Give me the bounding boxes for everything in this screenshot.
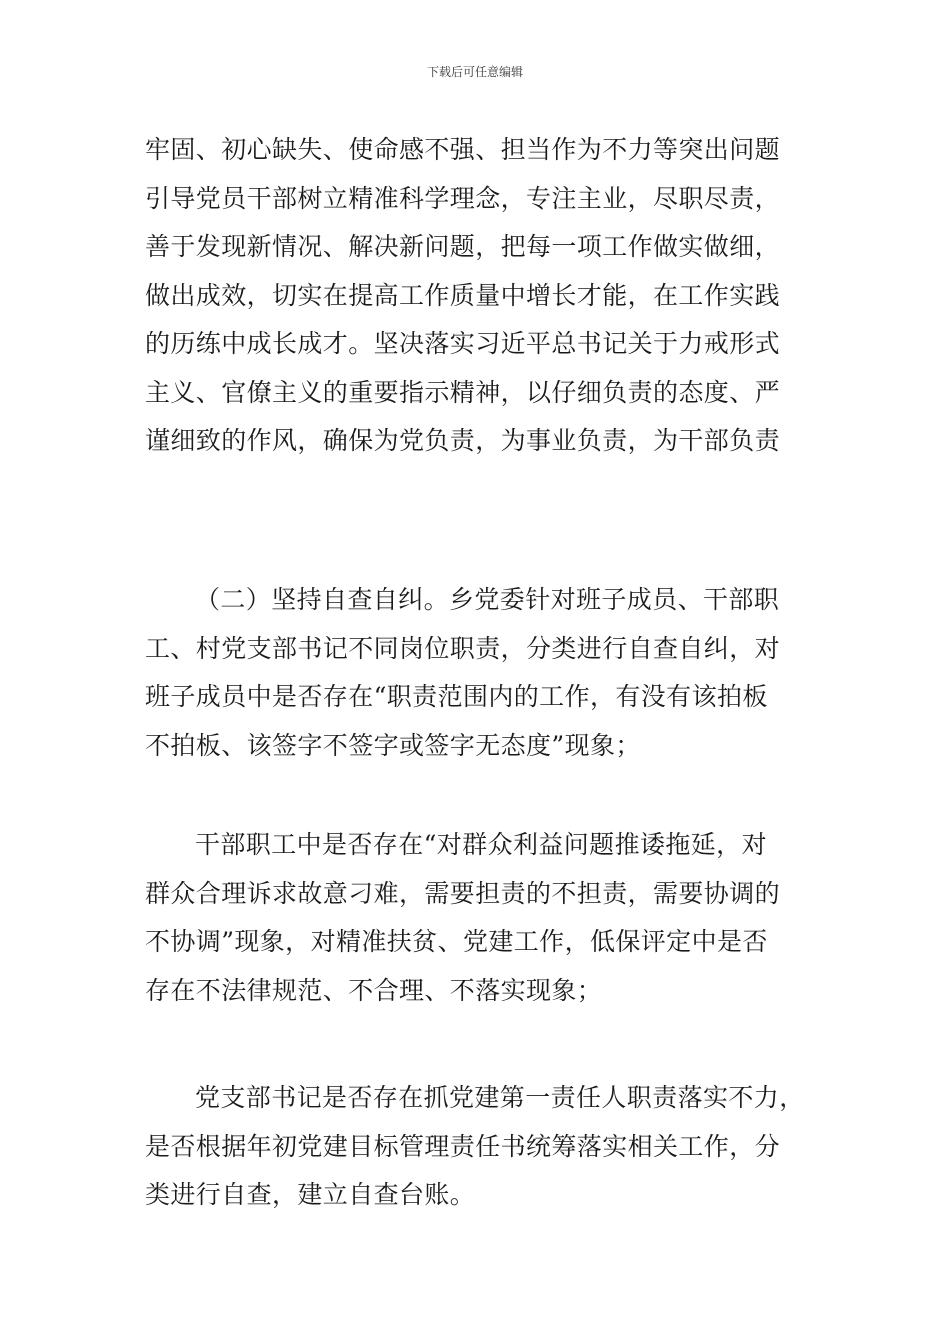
text-line: 谨细致的作风，确保为党负责，为事业负责，为干部负责 (145, 426, 781, 455)
text-line: 工、村党支部书记不同岗位职责，分类进行自查自纠，对 (145, 633, 781, 663)
paragraph-self-inspection (145, 576, 810, 770)
text-line: 不协调”现象，对精准扶贫、党建工作，低保评定中是否 (145, 927, 768, 956)
text-line: 牢固、初心缺失、使命感不强、担当作为不力等突出问题 (145, 135, 781, 164)
text-line: 群众合理诉求故意刁难，需要担责的不担责，需要协调的 (145, 878, 781, 908)
text-line: 类进行自查，建立自查台账。 (145, 1180, 476, 1209)
paragraph-secretary-inspection (145, 1074, 810, 1220)
page-header-note: 下载后可任意编辑 (426, 65, 523, 79)
text-line: 是否根据年初党建目标管理责任书统筹落实相关工作，分 (145, 1131, 781, 1161)
text-line: 班子成员中是否存在“职责范围内的工作，有没有该拍板 (145, 682, 768, 711)
paragraph-staff-inspection (145, 821, 810, 1015)
text-line: 不拍板、该签字不签字或签字无态度”现象； (145, 730, 641, 760)
text-line: 引导党员干部树立精准科学理念，专注主业，尽职尽责， (145, 183, 781, 213)
text-line: 做出成效，切实在提高工作质量中增长才能，在工作实践 (145, 280, 781, 310)
text-line: 的历练中成长成才。坚决落实习近平总书记关于力戒形式 (145, 329, 781, 358)
text-line: （二）坚持自查自纠。乡党委针对班子成员、干部职 (195, 585, 780, 614)
text-line: 干部职工中是否存在“对群众利益问题推诿拖延，对 (195, 830, 767, 859)
text-line: 存在不法律规范、不合理、不落实现象； (145, 975, 603, 1005)
text-line: 主义、官僚主义的重要指示精神，以仔细负责的态度、严 (145, 377, 781, 407)
text-line: 善于发现新情况、解决新问题，把每一项工作做实做细， (145, 232, 781, 261)
text-line: 党支部书记是否存在抓党建第一责任人职责落实不力， (195, 1083, 805, 1112)
paragraph-continuation (145, 126, 810, 466)
